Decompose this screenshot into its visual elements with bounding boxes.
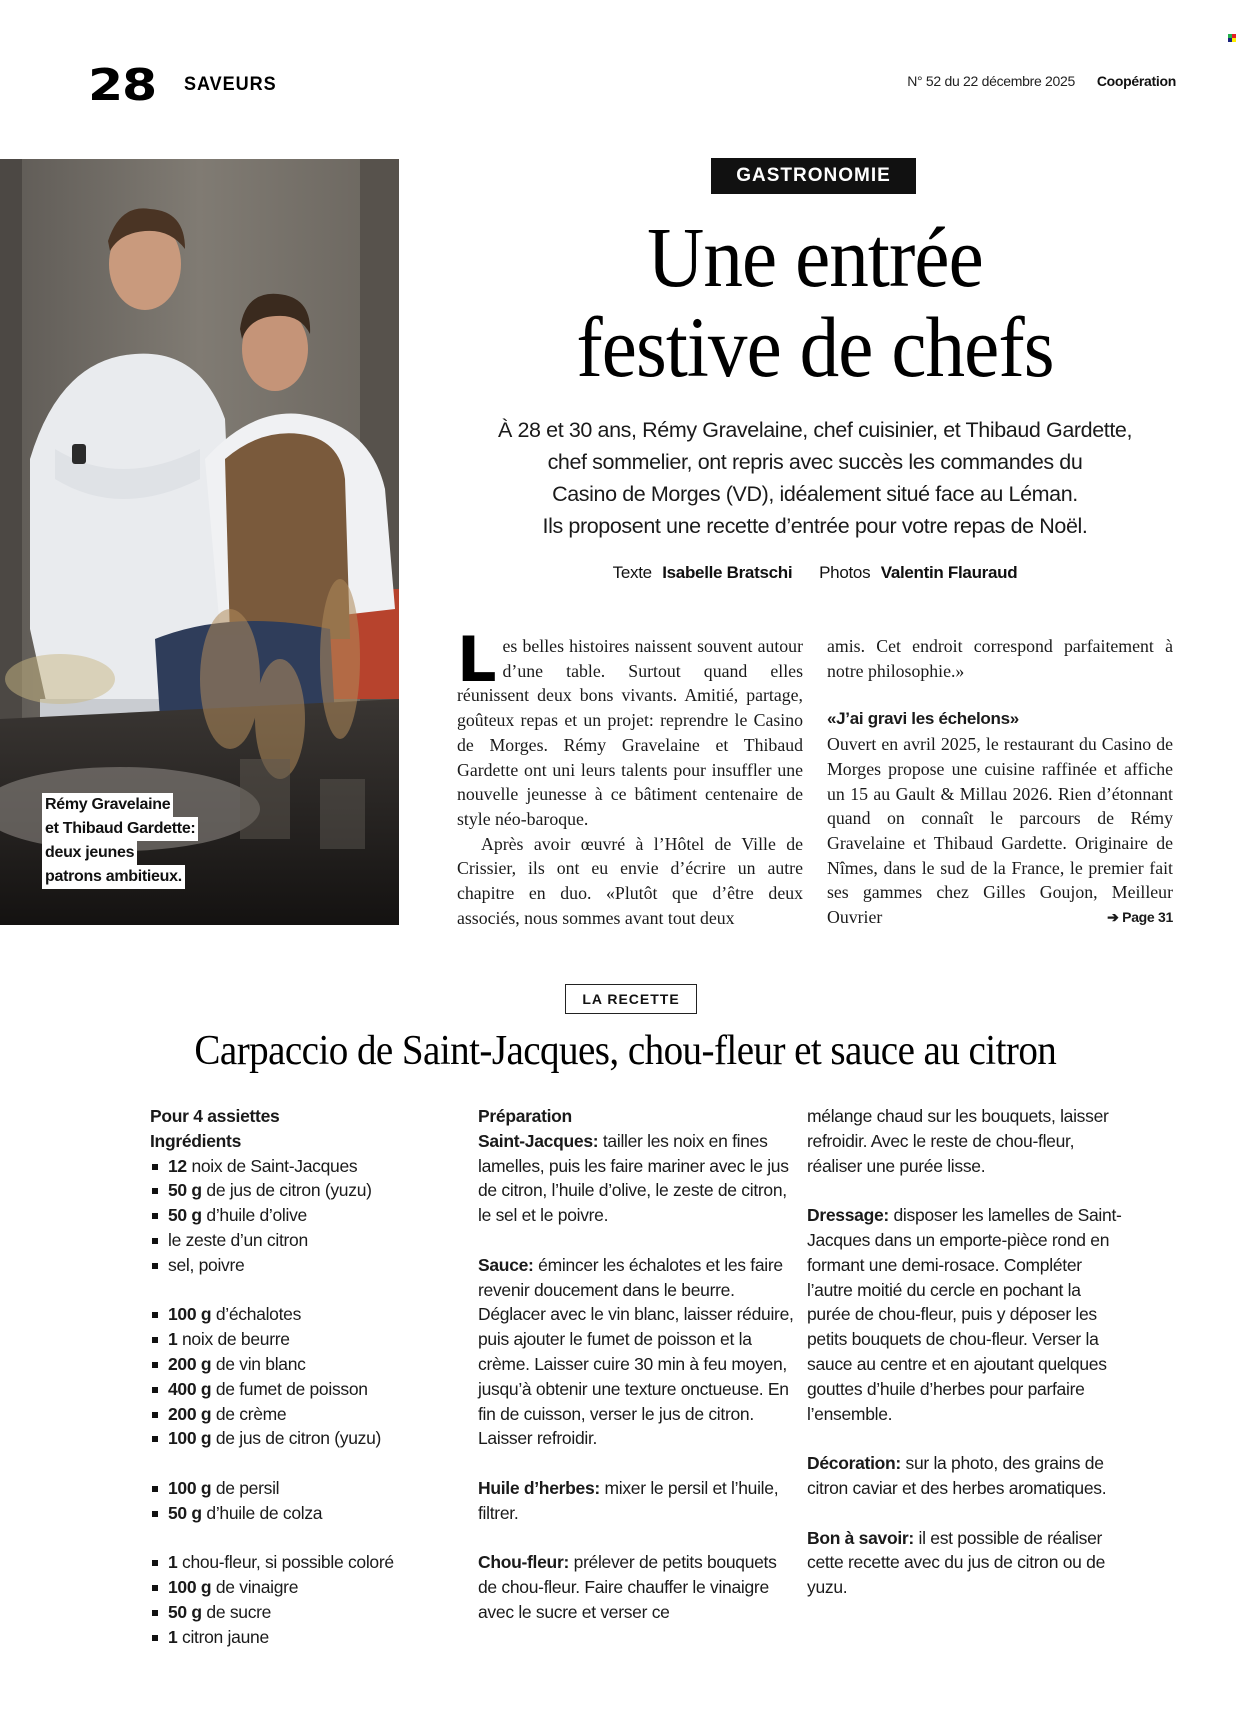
ingredient: 100 g de vinaigre bbox=[150, 1575, 460, 1600]
preparation-heading: Préparation bbox=[478, 1106, 572, 1126]
caption-line: Rémy Gravelaine bbox=[42, 793, 173, 817]
ingredient: sel, poivre bbox=[150, 1253, 460, 1278]
ingredient-list bbox=[150, 1154, 460, 1278]
ingredients-column bbox=[150, 1104, 460, 1650]
article-column-left bbox=[457, 623, 803, 930]
ingredient: 200 g de vin blanc bbox=[150, 1352, 460, 1377]
ingredient: 100 g de persil bbox=[150, 1476, 460, 1501]
paragraph: amis. Cet endroit correspond parfaitement à notre philosophie.» bbox=[827, 636, 1173, 681]
step-huile-herbes: Huile d’herbes: mixer le persil et l’huile, filtrer. bbox=[478, 1477, 779, 1523]
ingredient: le zeste d’un citron bbox=[150, 1228, 460, 1253]
headline-line: Une entrée bbox=[647, 209, 983, 305]
step-decoration: Décoration: sur la photo, des grains de citron caviar et des herbes aromatiques. bbox=[807, 1453, 1107, 1498]
ingredient: 50 g de sucre bbox=[150, 1600, 460, 1625]
ingredient: 100 g de jus de citron (yuzu) bbox=[150, 1426, 460, 1451]
paragraph: Ouvert en avril 2025, le restaurant du Casino de Morges propose une cuisine raffinée et affiche un 15 au Gault & Millau 2026. Rien d’étonnant quand on connaît le parcours de Rémy Gravelaine et Thibaud Gardette. Originaire de Nîmes, dans le sud de la France, le premier fait ses gammes chez Gilles Goujon, Meilleur Ouvrier bbox=[827, 734, 1173, 928]
ingredient-list bbox=[150, 1302, 460, 1451]
recipe-tag: LA RECETTE bbox=[565, 984, 697, 1014]
step-dressage: Dressage: disposer les lamelles de Saint-Jacques dans un emporte-pièce rond en formant une demi-rosace. Compléter l’autre moitié du cercle en pochant la purée de chou-fleur, puis y déposer les petits bouquets de chou-fleur. Verser la sauce au centre et en ajoutant quelques gouttes d’huile d’herbes pour parfaire l’ensemble. bbox=[807, 1205, 1122, 1424]
preparation-column bbox=[478, 1104, 798, 1625]
ingredient: 12 noix de Saint-Jacques bbox=[150, 1154, 460, 1179]
ingredient: 1 noix de beurre bbox=[150, 1327, 460, 1352]
byline-text-label: Texte bbox=[612, 563, 652, 582]
ingredient: 1 chou-fleur, si possible coloré bbox=[150, 1550, 460, 1575]
category-kicker: GASTRONOMIE bbox=[711, 158, 916, 194]
paragraph: Après avoir œuvré à l’Hôtel de Ville de Crissier, ils ont eu envie d’écrire un autre chapitre en duo. «Plutôt que d’être deux associés, nous sommes avant tout deux bbox=[457, 833, 803, 928]
byline-text-author: Isabelle Bratschi bbox=[662, 563, 793, 582]
step-sauce: Sauce: émincer les échalotes et les faire revenir doucement dans le beurre. Déglacer avec le vin blanc, laisser réduire, puis ajouter le fumet de poisson et la crème. Laisser cuire 30 min à feu moyen, jusqu’à obtenir une texture onctueuse. En fin de cuisson, verser le jus de citron. Laisser refroidir. bbox=[478, 1254, 794, 1449]
caption-line: patrons ambitieux. bbox=[42, 865, 185, 889]
lede-line: Ils proposent une recette d’entrée pour votre repas de Noël. bbox=[542, 514, 1088, 538]
byline-photo-author: Valentin Flauraud bbox=[880, 563, 1018, 582]
step-chou-fleur: Chou-fleur: prélever de petits bouquets de chou-fleur. Faire chauffer le vinaigre avec le sucre et verser ce bbox=[478, 1552, 777, 1622]
registration-mark-icon bbox=[1228, 34, 1236, 42]
preparation-column-continued bbox=[807, 1104, 1127, 1600]
caption-line: et Thibaud Gardette: bbox=[42, 817, 198, 841]
ingredient: 50 g d’huile de colza bbox=[150, 1501, 460, 1526]
byline-photo-label: Photos bbox=[819, 563, 871, 582]
caption-line: deux jeunes bbox=[42, 841, 137, 865]
lede bbox=[440, 414, 1190, 542]
ingredient: 1 citron jaune bbox=[150, 1625, 460, 1650]
publication-name: Coopération bbox=[1096, 73, 1176, 89]
page-number: 28 bbox=[88, 60, 157, 111]
headline bbox=[440, 209, 1190, 395]
headline-line: festive de chefs bbox=[576, 299, 1054, 395]
issue-info: N° 52 du 22 décembre 2025 bbox=[907, 73, 1075, 89]
step-chou-fleur-continued: mélange chaud sur les bouquets, laisser refroidir. Avec le reste de chou-fleur, réaliser une purée lisse. bbox=[807, 1106, 1109, 1176]
ingredient: 400 g de fumet de poisson bbox=[150, 1377, 460, 1402]
lede-line: À 28 et 30 ans, Rémy Gravelaine, chef cuisinier, et Thibaud Gardette, bbox=[497, 418, 1133, 442]
paragraph: es belles histoires naissent souvent autour d’une table. Surtout quand elles réunissent deux bons vivants. Amitié, partage, goûteux repas et un projet: reprendre le Casino de Morges. Rémy Gravelaine et Thibaud Gardette ont uni leurs talents pour insuffler une nouvelle jeunesse à ce bâtiment centenaire de style néo-baroque. bbox=[457, 636, 803, 829]
recipe-title: Carpaccio de Saint-Jacques, chou-fleur et sauce au citron bbox=[194, 1028, 1056, 1074]
ingredient-list bbox=[150, 1476, 460, 1526]
ingredient: 50 g d’huile d’olive bbox=[150, 1203, 460, 1228]
article-column-right bbox=[827, 634, 1173, 930]
dropcap: L bbox=[457, 623, 497, 696]
byline bbox=[440, 563, 1190, 583]
ingredient: 100 g d’échalotes bbox=[150, 1302, 460, 1327]
ingredient: 50 g de jus de citron (yuzu) bbox=[150, 1178, 460, 1203]
continued-page-link[interactable]: ➔ Page 31 bbox=[1107, 909, 1173, 926]
ingredient-list bbox=[150, 1550, 460, 1649]
servings: Pour 4 assiettes bbox=[150, 1106, 280, 1126]
lede-line: Casino de Morges (VD), idéalement situé face au Léman. bbox=[552, 482, 1078, 506]
tip-bon-a-savoir: Bon à savoir: il est possible de réaliser cette recette avec du jus de citron ou de yuzu. bbox=[807, 1527, 1106, 1598]
ingredient: 200 g de crème bbox=[150, 1402, 460, 1427]
ingredients-heading: Ingrédients bbox=[150, 1130, 242, 1151]
lede-line: chef sommelier, ont repris avec succès les commandes du bbox=[547, 450, 1083, 474]
article-subhead: «J’ai gravi les échelons» bbox=[827, 709, 1019, 729]
step-saint-jacques: Saint-Jacques: tailler les noix en fines lamelles, puis les faire mariner avec le jus de citron, l’huile d’olive, le zeste de citron, le sel et le poivre. bbox=[478, 1130, 789, 1226]
section-name: SAVEURS bbox=[184, 74, 277, 95]
photo-caption bbox=[42, 793, 198, 889]
